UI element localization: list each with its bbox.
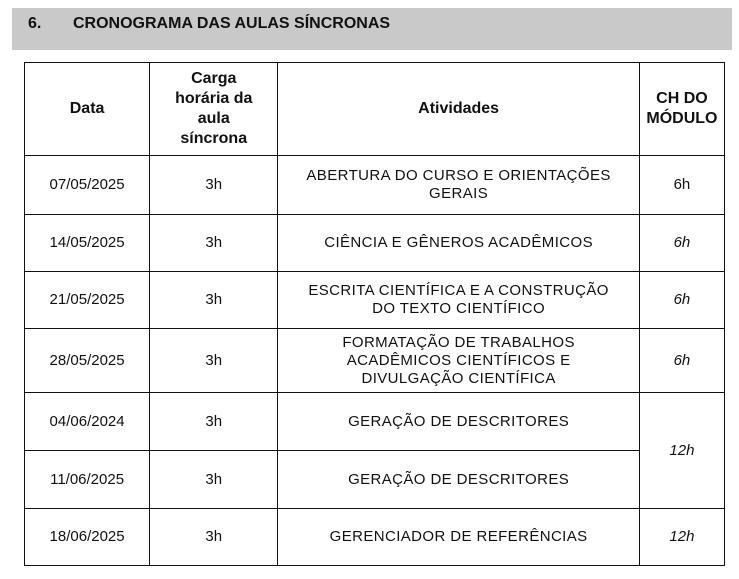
- class-hours-cell: 3h: [150, 509, 278, 566]
- class-hours-cell: 3h: [150, 329, 278, 393]
- table-row: [25, 329, 725, 393]
- date-cell: 07/05/2025: [25, 156, 150, 215]
- date-cell: 04/06/2024: [25, 393, 150, 451]
- class-hours-cell: 3h: [150, 272, 278, 329]
- section-number: 6.: [28, 15, 42, 32]
- activity-cell: GERAÇÃO DE DESCRITORES: [278, 451, 640, 509]
- date-cell: 18/06/2025: [25, 509, 150, 566]
- activity-cell: ESCRITA CIENTÍFICA E A CONSTRUÇÃO DO TEXTO CIENTÍFICO: [278, 272, 640, 329]
- module-hours-cell: 6h: [639, 272, 724, 329]
- date-cell: 11/06/2025: [25, 451, 150, 509]
- activity-cell: GERAÇÃO DE DESCRITORES: [278, 393, 640, 451]
- module-hours-cell: 6h: [639, 329, 724, 393]
- header-activities: Atividades: [278, 63, 640, 156]
- table-row: [25, 156, 725, 215]
- table-header-row: [25, 63, 725, 156]
- activity-cell: FORMATAÇÃO DE TRABALHOS ACADÊMICOS CIENTÍFICOS E DIVULGAÇÃO CIENTÍFICA: [278, 329, 640, 393]
- table-row: [25, 215, 725, 272]
- table-row: [25, 393, 725, 451]
- module-hours-cell: 6h: [639, 156, 724, 215]
- module-hours-cell: 12h: [639, 393, 724, 509]
- table-row: [25, 509, 725, 566]
- class-hours-cell: 3h: [150, 451, 278, 509]
- date-cell: 14/05/2025: [25, 215, 150, 272]
- module-hours-cell: 6h: [639, 215, 724, 272]
- header-class-hours: Carga horária da aula síncrona: [150, 63, 278, 156]
- activity-cell: CIÊNCIA E GÊNEROS ACADÊMICOS: [278, 215, 640, 272]
- date-cell: 28/05/2025: [25, 329, 150, 393]
- header-date: Data: [25, 63, 150, 156]
- table-row: [25, 272, 725, 329]
- header-module-hours: CH DO MÓDULO: [639, 63, 724, 156]
- class-hours-cell: 3h: [150, 215, 278, 272]
- activity-cell: ABERTURA DO CURSO E ORIENTAÇÕES GERAIS: [278, 156, 640, 215]
- section-title: CRONOGRAMA DAS AULAS SÍNCRONAS: [73, 15, 391, 32]
- class-hours-cell: 3h: [150, 156, 278, 215]
- module-hours-cell: 12h: [639, 509, 724, 566]
- activity-cell: GERENCIADOR DE REFERÊNCIAS: [278, 509, 640, 566]
- date-cell: 21/05/2025: [25, 272, 150, 329]
- section-header: [12, 8, 732, 50]
- table-row: [25, 451, 725, 509]
- schedule-table: [24, 62, 725, 566]
- class-hours-cell: 3h: [150, 393, 278, 451]
